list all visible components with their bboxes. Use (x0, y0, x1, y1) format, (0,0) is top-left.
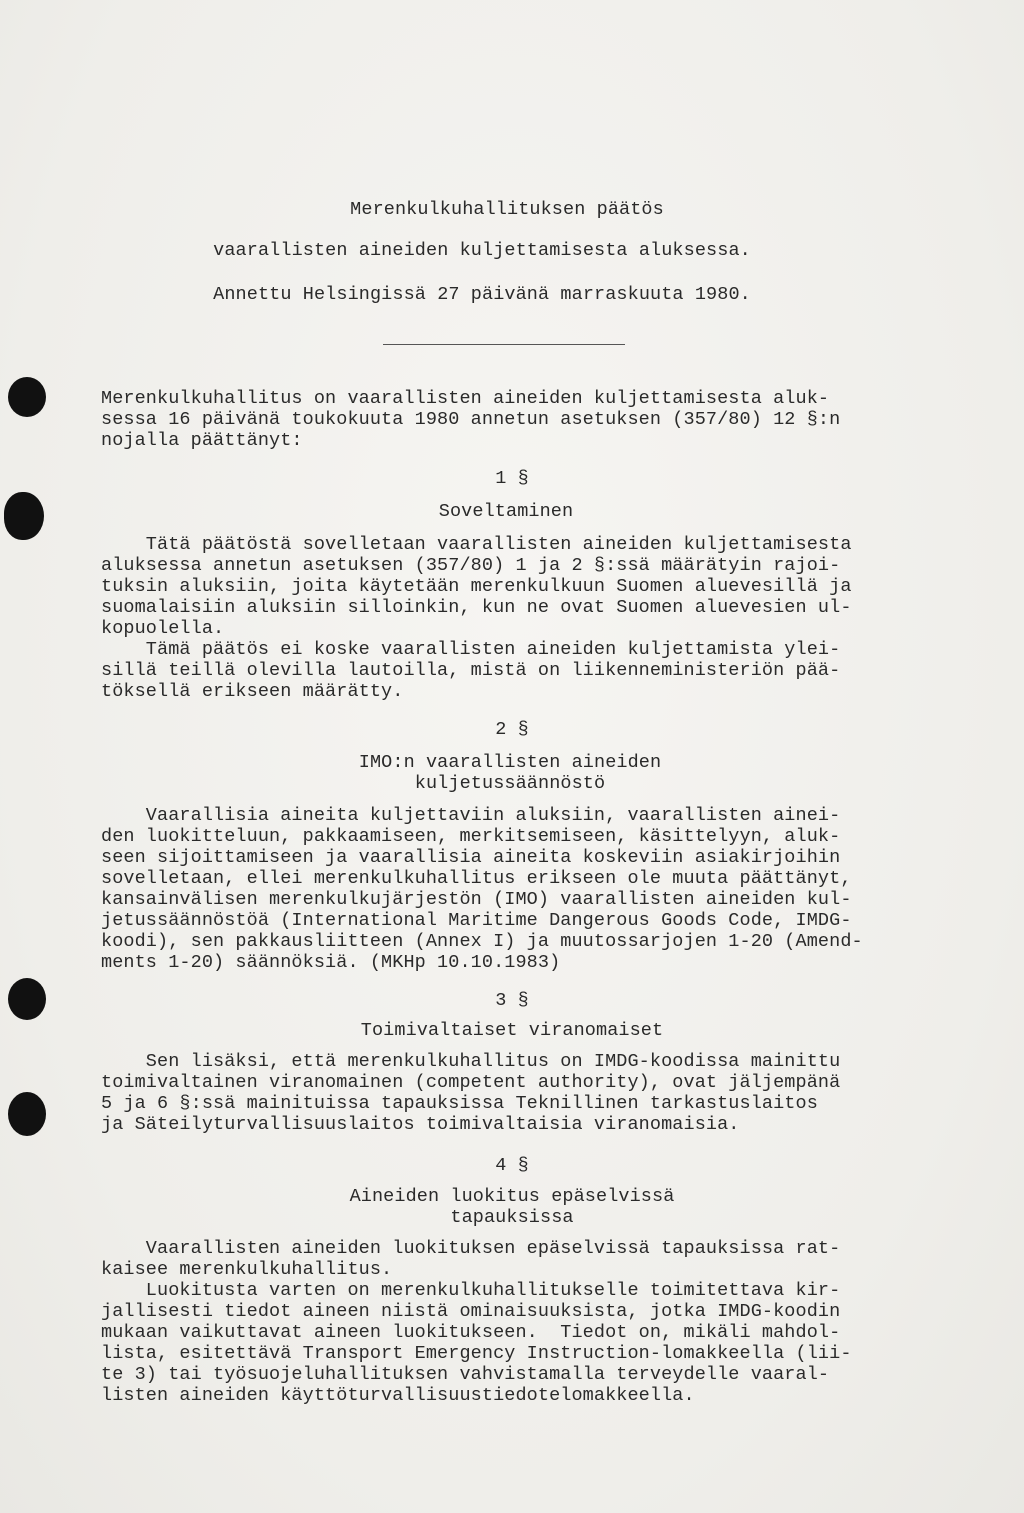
document-title: Merenkulkuhallituksen päätös (350, 199, 664, 220)
divider-line (383, 344, 625, 345)
section-heading: tapauksissa (450, 1207, 574, 1228)
punch-hole (8, 377, 46, 417)
section-body-line: 5 ja 6 §:ssä mainituissa tapauksissa Teknillinen tarkastuslaitos (101, 1093, 818, 1114)
section-body-line: listen aineiden käyttöturvallisuustiedotelomakkeella. (101, 1385, 695, 1406)
section-heading: kuljetussäännöstö (414, 773, 606, 794)
section-number: 2 § (495, 719, 529, 740)
section-body-line: mukaan vaikuttavat aineen luokitukseen. Tiedot on, mikäli mahdol- (101, 1322, 841, 1343)
section-number: 3 § (495, 990, 529, 1011)
document-date: Annettu Helsingissä 27 päivänä marraskuuta 1980. (213, 284, 751, 305)
section-heading: Soveltaminen (438, 501, 574, 522)
intro-line: nojalla päättänyt: (101, 430, 303, 451)
section-body-line: lista, esitettävä Transport Emergency Instruction-lomakkeella (lii- (101, 1343, 852, 1364)
section-number: 4 § (495, 1155, 529, 1176)
section-body-line: jallisesti tiedot aineen niistä ominaisuuksista, jotka IMDG-koodin (101, 1301, 841, 1322)
section-body-line: Tätä päätöstä sovelletaan vaarallisten aineiden kuljettamisesta (101, 534, 852, 555)
section-body-line: te 3) tai työsuojeluhallituksen vahvistamalla terveydelle vaaral- (101, 1364, 830, 1385)
section-body-line: ja Säteilyturvallisuuslaitos toimivaltaisia viranomaisia. (101, 1114, 740, 1135)
section-body-line: kansainvälisen merenkulkujärjestön (IMO) vaarallisten aineiden kul- (101, 889, 852, 910)
section-heading: Toimivaltaiset viranomaiset (360, 1020, 664, 1041)
section-body-line: Tämä päätös ei koske vaarallisten aineiden kuljettamista ylei- (101, 639, 841, 660)
section-body-line: aluksessa annetun asetuksen (357/80) 1 ja 2 §:ssä määrätyin rajoi- (101, 555, 841, 576)
intro-line: Merenkulkuhallitus on vaarallisten aineiden kuljettamisesta aluk- (101, 388, 830, 409)
section-heading: IMO:n vaarallisten aineiden (358, 752, 662, 773)
section-body-line: jetussäännöstöä (International Maritime Dangerous Goods Code, IMDG- (101, 910, 852, 931)
punch-hole (8, 1092, 46, 1136)
section-body-line: den luokitteluun, pakkaamiseen, merkitsemiseen, käsittelyyn, aluk- (101, 826, 841, 847)
section-body-line: sillä teillä olevilla lautoilla, mistä on liikenneministeriön pää- (101, 660, 841, 681)
section-body-line: tuksin aluksiin, joita käytetään merenkulkuun Suomen aluevesillä ja (101, 576, 852, 597)
section-body-line: seen sijoittamiseen ja vaarallisia aineita koskeviin asiakirjoihin (101, 847, 841, 868)
section-body-line: Vaarallisten aineiden luokituksen epäselvissä tapauksissa rat- (101, 1238, 841, 1259)
section-heading: Aineiden luokitus epäselvissä (349, 1186, 675, 1207)
section-body-line: töksellä erikseen määrätty. (101, 681, 404, 702)
section-body-line: suomalaisiin aluksiin silloinkin, kun ne ovat Suomen aluevesien ul- (101, 597, 852, 618)
section-body-line: kaisee merenkulkuhallitus. (101, 1259, 393, 1280)
section-body-line: koodi), sen pakkausliitteen (Annex I) ja muutossarjojen 1-20 (Amend- (101, 931, 863, 952)
document-subtitle: vaarallisten aineiden kuljettamisesta aluksessa. (213, 240, 751, 261)
section-body-line: Luokitusta varten on merenkulkuhallitukselle toimitettava kir- (101, 1280, 841, 1301)
section-body-line: toimivaltainen viranomainen (competent authority), ovat jäljempänä (101, 1072, 841, 1093)
section-number: 1 § (495, 468, 529, 489)
intro-line: sessa 16 päivänä toukokuuta 1980 annetun asetuksen (357/80) 12 §:n (101, 409, 841, 430)
section-body-line: Sen lisäksi, että merenkulkuhallitus on IMDG-koodissa mainittu (101, 1051, 841, 1072)
section-body-line: sovelletaan, ellei merenkulkuhallitus erikseen ole muuta päättänyt, (101, 868, 852, 889)
section-body-line: kopuolella. (101, 618, 225, 639)
section-body-line: Vaarallisia aineita kuljettaviin aluksiin, vaarallisten ainei- (101, 805, 841, 826)
section-body-line: ments 1-20) säännöksiä. (MKHp 10.10.1983) (101, 952, 561, 973)
